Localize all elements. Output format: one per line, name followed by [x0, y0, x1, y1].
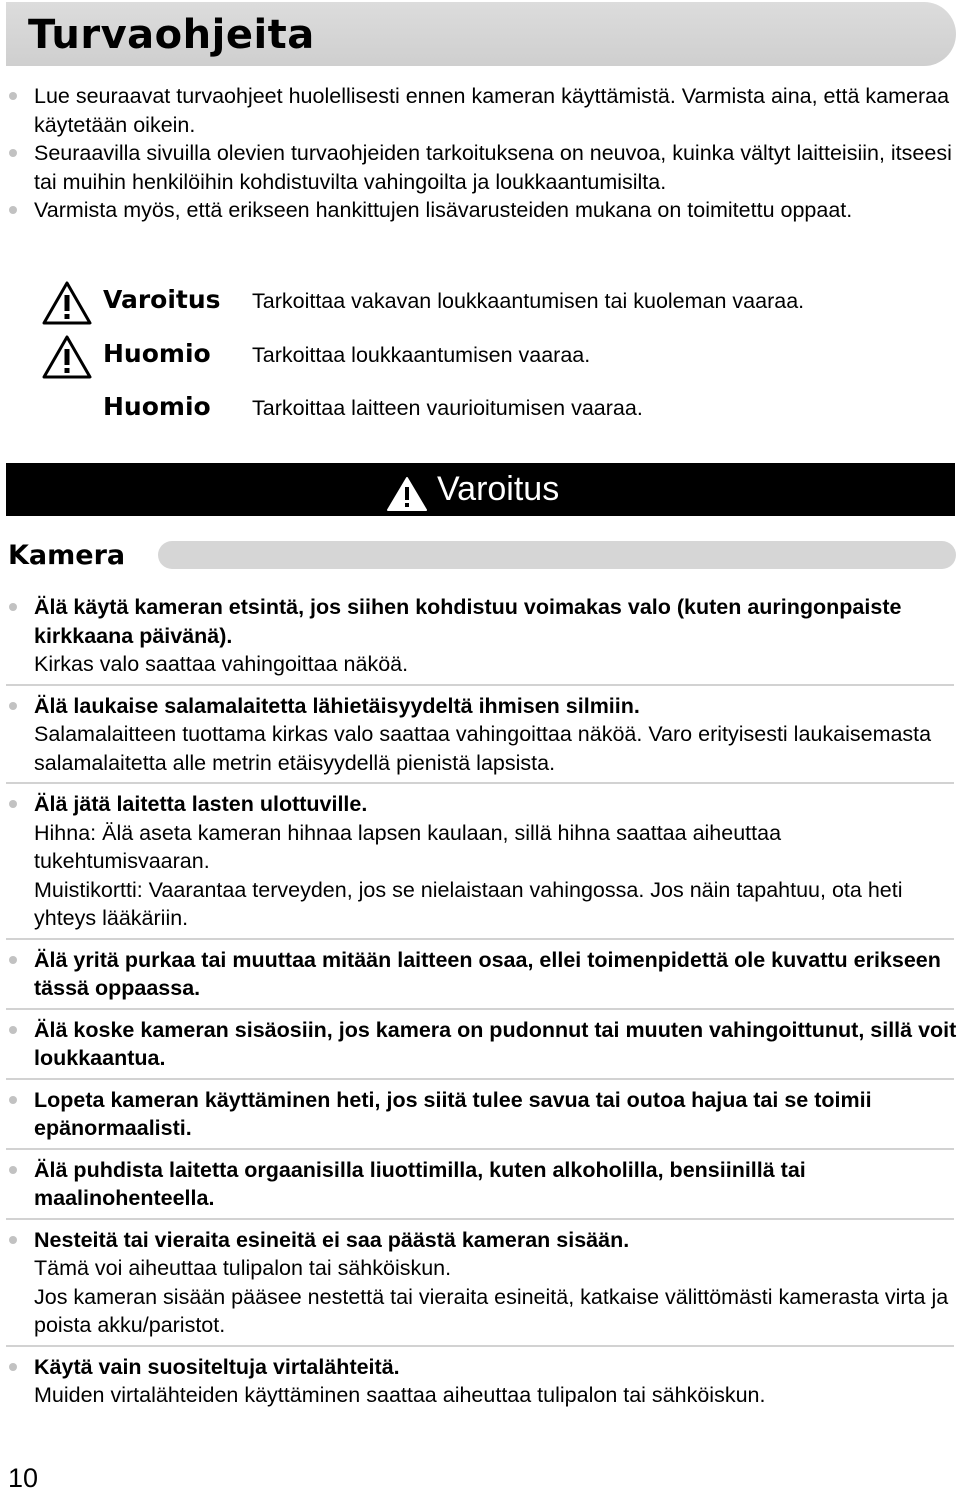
intro-text: Varmista myös, että erikseen hankittujen lisävarusteiden mukana on toimitettu oppaat. — [34, 198, 853, 222]
warning-heading: Nesteitä tai vieraita esineitä ei saa päästä kameran sisään. — [34, 1227, 630, 1252]
warning-heading: Älä yritä purkaa tai muuttaa mitään laitteen osaa, ellei toimenpidettä ole kuvattu erikseen tässä oppaassa. — [34, 947, 941, 1000]
warning-heading: Älä puhdista laitetta orgaanisilla liuottimilla, kuten alkoholilla, bensiinillä tai maalinohenteella. — [34, 1157, 806, 1210]
bullet-icon — [9, 603, 17, 611]
list-item — [0, 1016, 960, 1073]
intro-text: Seuraavilla sivuilla olevien turvaohjeiden tarkoituksena on neuvoa, kuinka vältyt laitteisiin, itseesi tai muihin henkilöihin kohdistuvilta vahingoilta ja loukkaantumisilta. — [34, 141, 952, 194]
bullet-icon — [9, 92, 17, 100]
intro-item — [0, 82, 960, 139]
warnings-list — [0, 593, 960, 1410]
bullet-icon — [9, 702, 17, 710]
list-item — [0, 692, 960, 778]
divider — [6, 1218, 954, 1220]
section-bar — [158, 541, 956, 569]
legend-row-caution — [0, 334, 960, 384]
bullet-icon — [9, 956, 17, 964]
warning-body: Tämä voi aiheuttaa tulipalon tai sähköiskun. — [34, 1256, 452, 1280]
warning-body: Salamalaitteen tuottama kirkas valo saattaa vahingoittaa näköä. Varo erityisesti laukaisemasta salamalaitetta alle metrin etäisyydellä pienistä lapsista. — [34, 722, 932, 775]
intro-list — [0, 82, 960, 225]
banner-label: Varoitus — [437, 470, 560, 508]
warning-triangle-icon — [41, 334, 93, 380]
warning-body: Kirkas valo saattaa vahingoittaa näköä. — [34, 652, 409, 676]
divider — [6, 1078, 954, 1080]
legend-description: Tarkoittaa laitteen vaurioitumisen vaaraa. — [252, 396, 643, 420]
divider — [6, 1008, 954, 1010]
list-item — [0, 946, 960, 1003]
warning-body: Muistikortti: Vaarantaa terveyden, jos se nielaistaan vahingossa. Jos näin tapahtuu, ota heti yhteys lääkäriin. — [34, 877, 903, 930]
warning-body: Muiden virtalähteiden käyttäminen saattaa aiheuttaa tulipalon tai sähköiskun. — [34, 1383, 766, 1407]
bullet-icon — [9, 1236, 17, 1244]
warning-triangle-icon — [41, 280, 93, 326]
warning-body: Jos kameran sisään pääsee nestettä tai vieraita esineitä, katkaise välittömästi kamerasta virta ja poista akku/paristot. — [34, 1284, 949, 1337]
divider — [6, 1345, 954, 1347]
bullet-icon — [9, 206, 17, 214]
warning-triangle-icon — [386, 476, 428, 512]
bullet-icon — [9, 800, 17, 808]
warning-heading: Älä koske kameran sisäosiin, jos kamera on pudonnut tai muuten vahingoittunut, sillä voit loukkaantua. — [34, 1017, 957, 1070]
list-item — [0, 1226, 960, 1340]
intro-item — [0, 139, 960, 196]
legend-description: Tarkoittaa loukkaantumisen vaaraa. — [252, 343, 591, 367]
legend-term: Huomio — [103, 339, 211, 368]
legend-description: Tarkoittaa vakavan loukkaantumisen tai kuoleman vaaraa. — [252, 289, 805, 313]
divider — [6, 938, 954, 940]
intro-text: Lue seuraavat turvaohjeet huolellisesti ennen kameran käyttämistä. Varmista aina, että kameraa käytetään oikein. — [34, 84, 950, 137]
warning-heading: Käytä vain suositeltuja virtalähteitä. — [34, 1354, 400, 1379]
bullet-icon — [9, 1026, 17, 1034]
list-item — [0, 1086, 960, 1143]
divider — [6, 684, 954, 686]
list-item — [0, 593, 960, 679]
bullet-icon — [9, 1096, 17, 1104]
warning-heading: Älä käytä kameran etsintä, jos siihen kohdistuu voimakas valo (kuten auringonpaiste kirkkaana päivänä). — [34, 595, 902, 648]
divider — [6, 782, 954, 784]
section-title: Kamera — [8, 540, 126, 571]
divider — [6, 1148, 954, 1150]
warning-banner — [6, 463, 955, 516]
legend-term: Huomio — [103, 392, 211, 421]
legend-row-warning — [0, 280, 960, 330]
bullet-icon — [9, 149, 17, 157]
list-item — [0, 790, 960, 933]
list-item — [0, 1353, 960, 1410]
list-item — [0, 1156, 960, 1213]
legend-term: Varoitus — [103, 285, 221, 314]
page-number: 10 — [8, 1463, 39, 1493]
warning-heading: Lopeta kameran käyttäminen heti, jos siitä tulee savua tai outoa hajua tai se toimii epänormaalisti. — [34, 1087, 872, 1140]
warning-body: Hihna: Älä aseta kameran hihnaa lapsen kaulaan, sillä hihna saattaa aiheuttaa tukehtumisvaaran. — [34, 820, 782, 873]
warning-heading: Älä jätä laitetta lasten ulottuville. — [34, 792, 368, 816]
intro-item — [0, 196, 960, 225]
page-title: Turvaohjeita — [28, 12, 315, 58]
bullet-icon — [9, 1363, 17, 1371]
bullet-icon — [9, 1166, 17, 1174]
warning-heading: Älä laukaise salamalaitetta lähietäisyydeltä ihmisen silmiin. — [34, 693, 640, 718]
legend-row-device-caution — [0, 387, 960, 437]
